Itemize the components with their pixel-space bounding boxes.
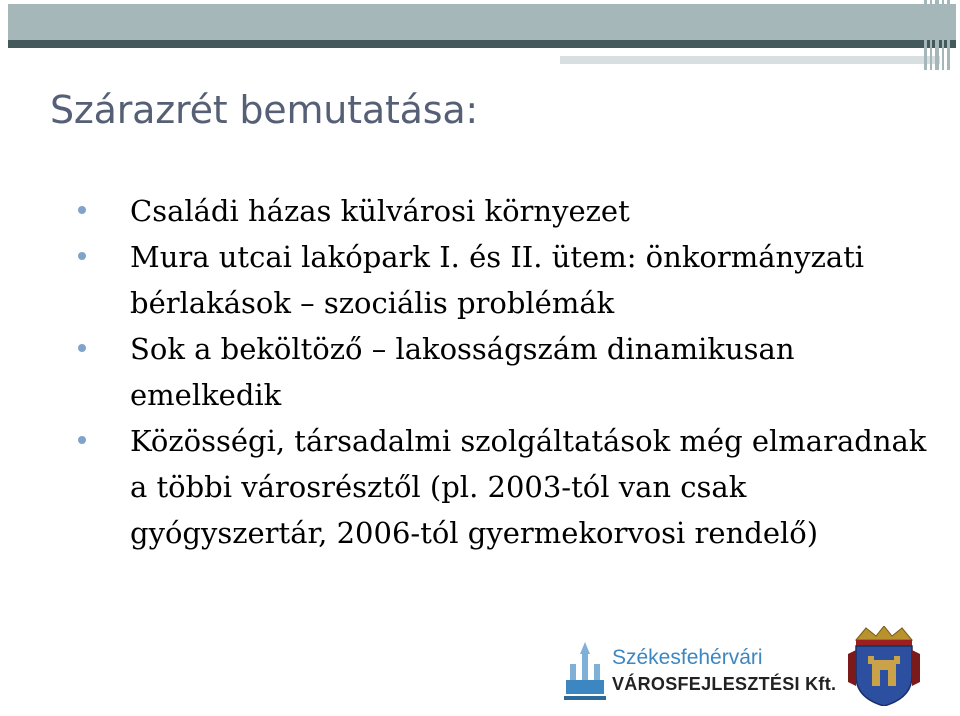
bullet-text: Családi házas külvárosi környezet [130,194,630,228]
coat-of-arms-icon [846,626,922,706]
bullet-item [78,418,938,556]
bullet-text: Mura utcai lakópark I. és II. ütem: önkormányzati bérlakások – szociális problémák [130,240,865,320]
city-emblem-icon [562,640,608,702]
header-vertical-lines [920,0,960,70]
header-stripe [560,56,940,64]
company-logo [562,640,852,706]
bullet-item [78,326,938,418]
header-bar-lower [8,40,956,48]
logo-line1: Székesfehérvári [612,646,763,669]
bullet-dot-icon [78,206,86,214]
bullet-item [78,188,938,234]
logo-line2: VÁROSFEJLESZTÉSI Kft. [612,674,837,694]
slide-title: Szárazrét bemutatása: [50,88,479,132]
bullet-dot-icon [78,436,86,444]
bullet-item [78,234,938,326]
bullet-dot-icon [78,344,86,352]
bullet-text: Sok a beköltöző – lakosságszám dinamikusan emelkedik [130,332,795,412]
bullet-list [78,188,938,556]
header-bar-light [8,4,956,40]
bullet-text: Közösségi, társadalmi szolgáltatások még elmaradnak a többi városrésztől (pl. 2003-tól van csak gyógyszertár, 2006-tól gyermekorvosi rendelő) [130,424,927,550]
bullet-dot-icon [78,252,86,260]
